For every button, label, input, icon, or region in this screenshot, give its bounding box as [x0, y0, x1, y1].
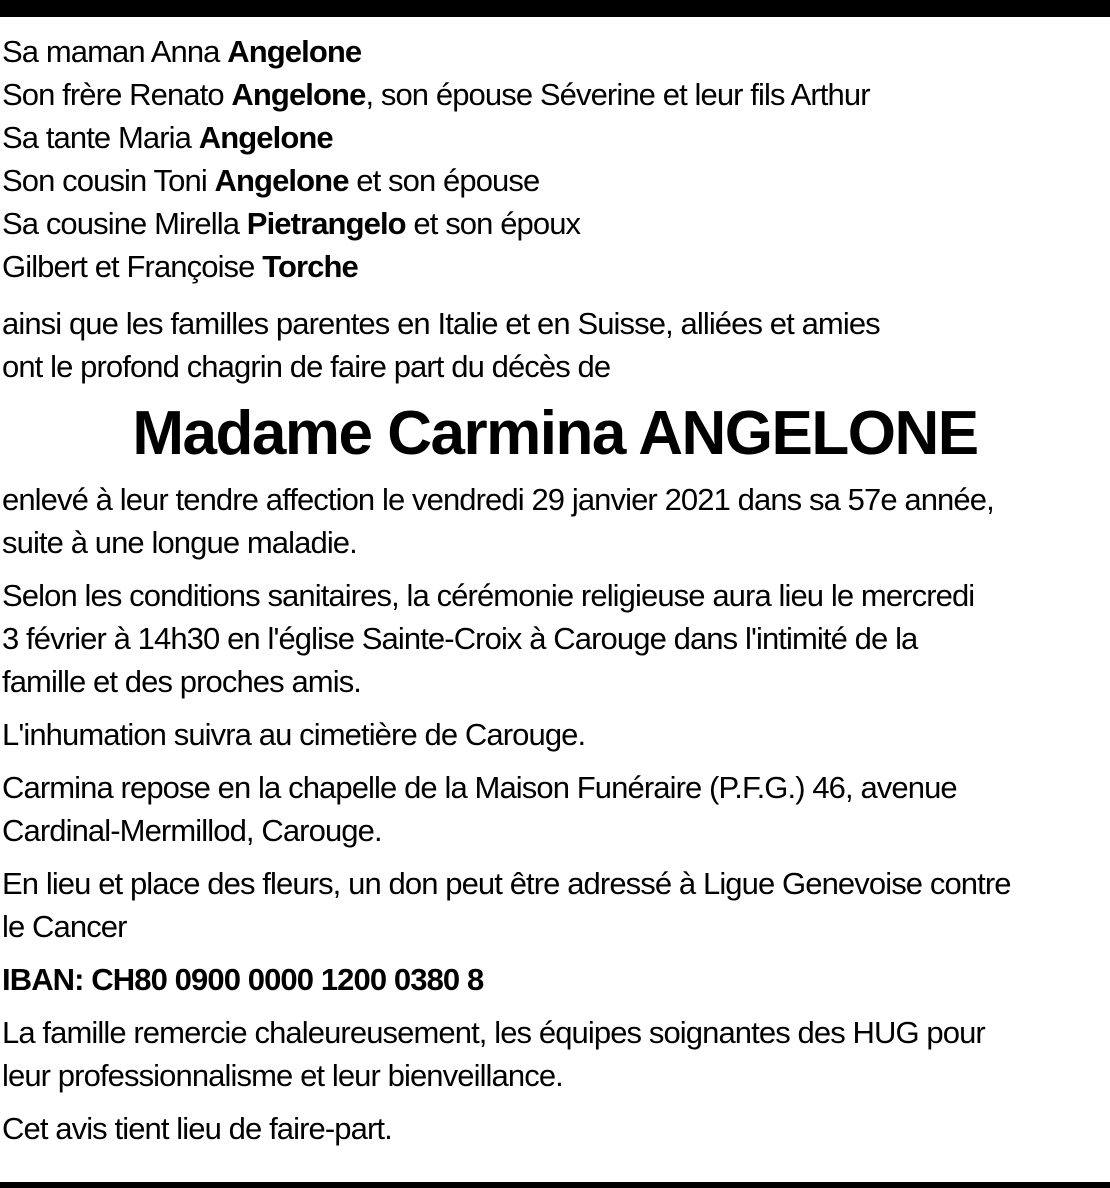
top-rule	[0, 0, 1110, 17]
ceremony-paragraph	[2, 574, 1108, 703]
iban-line: IBAN: CH80 0900 0000 1200 0380 8	[2, 962, 484, 997]
family-line: Gilbert et Françoise Torche	[2, 249, 358, 284]
thanks-paragraph	[2, 1011, 1108, 1097]
closing-paragraph	[2, 1107, 1108, 1150]
ceremony-line: 3 février à 14h30 en l'église Sainte-Croix à Carouge dans l'intimité de la	[2, 621, 918, 656]
repose-line: Carmina repose en la chapelle de la Maison Funéraire (P.F.G.) 46, avenue	[2, 770, 957, 805]
passing-line: suite à une longue maladie.	[2, 525, 357, 560]
burial-line: L'inhumation suivra au cimetière de Carouge.	[2, 717, 586, 752]
family-line: Sa maman Anna Angelone	[2, 34, 362, 69]
repose-paragraph	[2, 766, 1108, 852]
closing-line: Cet avis tient lieu de faire-part.	[2, 1111, 392, 1146]
intro-paragraph	[2, 302, 1108, 388]
thanks-line: La famille remercie chaleureusement, les équipes soignantes des HUG pour	[2, 1015, 985, 1050]
obituary-notice	[2, 30, 1108, 1150]
bottom-rule	[0, 1182, 1110, 1188]
family-line: Sa cousine Mirella Pietrangelo et son époux	[2, 206, 581, 241]
repose-line: Cardinal-Mermillod, Carouge.	[2, 813, 382, 848]
donation-line: le Cancer	[2, 909, 127, 944]
passing-line: enlevé à leur tendre affection le vendredi 29 janvier 2021 dans sa 57e année,	[2, 482, 994, 517]
ceremony-line: famille et des proches amis.	[2, 664, 362, 699]
donation-paragraph	[2, 862, 1108, 948]
thanks-line: leur professionnalisme et leur bienveillance.	[2, 1058, 563, 1093]
family-list	[2, 30, 1108, 288]
family-line: Son cousin Toni Angelone et son épouse	[2, 163, 540, 198]
donation-line: En lieu et place des fleurs, un don peut être adressé à Ligue Genevoise contre	[2, 866, 1011, 901]
family-line: Sa tante Maria Angelone	[2, 120, 333, 155]
intro-line: ainsi que les familles parentes en Italie et en Suisse, alliées et amies	[2, 306, 880, 341]
family-line: Son frère Renato Angelone, son épouse Séverine et leur fils Arthur	[2, 77, 870, 112]
intro-line: ont le profond chagrin de faire part du décès de	[2, 349, 611, 384]
ceremony-line: Selon les conditions sanitaires, la cérémonie religieuse aura lieu le mercredi	[2, 578, 975, 613]
burial-paragraph	[2, 713, 1108, 756]
passing-paragraph	[2, 478, 1108, 564]
deceased-name: Madame Carmina ANGELONE	[132, 399, 978, 468]
